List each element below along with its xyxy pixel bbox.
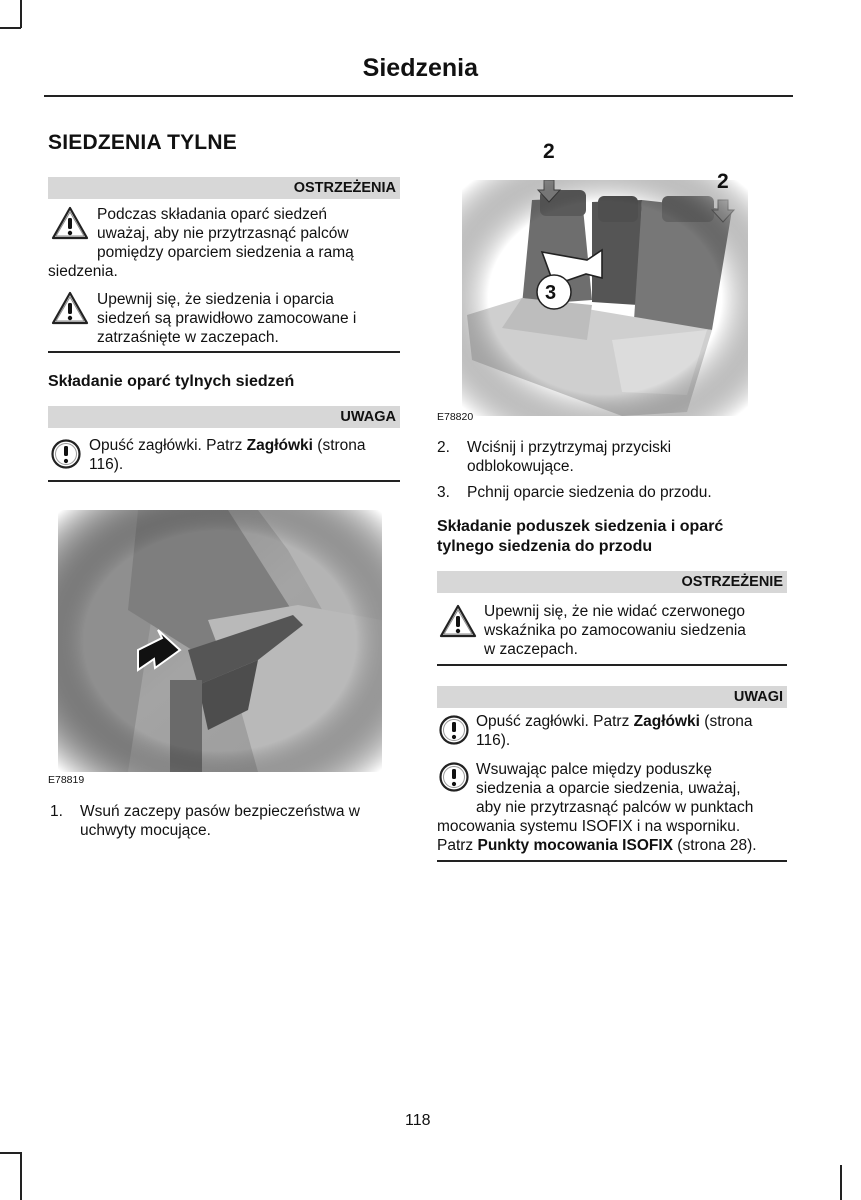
figure-caption: E78820 — [437, 411, 474, 423]
section-title: SIEDZENIA TYLNE — [48, 131, 237, 154]
title-divider — [44, 95, 793, 97]
callout-label: 3 — [545, 282, 557, 304]
note-line: siedzenia a oparcie siedzenia, uważaj, — [476, 780, 741, 797]
list-item: 2. Wciśnij i przytrzymaj przyciski odblokowujące. — [437, 439, 672, 475]
ref-link[interactable]: Punkty mocowania ISOFIX — [477, 837, 673, 854]
ref-link[interactable]: Zagłówki — [246, 437, 313, 454]
sub-heading: Składanie oparć tylnych siedzeń — [48, 373, 295, 390]
warning-triangle-icon — [438, 603, 478, 639]
divider — [437, 860, 787, 862]
note-line: Wsuwając palce między poduszkę — [476, 761, 713, 778]
note-line: 116). — [89, 456, 124, 473]
figure-caption: E78819 — [48, 774, 85, 786]
warnings-label: OSTRZEŻENIA — [48, 177, 400, 199]
warning-label: OSTRZEŻENIE — [437, 571, 787, 593]
caution-circle-icon — [438, 714, 470, 746]
crop-mark — [840, 1165, 842, 1200]
warning-line: siedzeń są prawidłowo zamocowane i — [97, 310, 357, 327]
crop-mark — [20, 0, 22, 28]
figure-rear-seat — [462, 180, 748, 416]
warning-line: siedzenia. — [48, 263, 118, 280]
caution-circle-icon — [50, 438, 82, 470]
note-line: Opuść zagłówki. Patrz Zagłówki (strona — [476, 713, 753, 730]
warning-line: Upewnij się, że nie widać czerwonego — [484, 603, 746, 620]
warning-line: Podczas składania oparć siedzeń — [97, 206, 328, 223]
sub-heading: tylnego siedzenia do przodu — [437, 538, 653, 555]
warning-triangle-icon — [50, 205, 90, 241]
note-line: mocowania systemu ISOFIX i na wsporniku. — [437, 818, 741, 835]
warning-line: uważaj, aby nie przytrzasnąć palców — [97, 225, 349, 242]
warning-line: pomiędzy oparciem siedzenia a ramą — [97, 244, 354, 261]
warning-line: zatrzaśnięte w zaczepach. — [97, 329, 279, 346]
sub-heading: Składanie poduszek siedzenia i oparć — [437, 518, 724, 535]
warning-line: wskaźnika po zamocowaniu siedzenia — [484, 622, 746, 639]
divider — [48, 351, 400, 353]
crop-mark — [0, 27, 21, 29]
note-label: UWAGA — [48, 406, 400, 428]
page-title: Siedzenia — [362, 54, 478, 82]
divider — [48, 480, 400, 482]
note-line: Patrz Punkty mocowania ISOFIX (strona 28). — [437, 837, 757, 854]
crop-mark — [20, 1152, 22, 1200]
ref-link[interactable]: Zagłówki — [633, 713, 700, 730]
notes-label: UWAGI — [437, 686, 787, 708]
page-number: 118 — [405, 1112, 431, 1129]
caution-circle-icon — [438, 761, 470, 793]
crop-mark — [0, 1152, 21, 1154]
callout-label: 2 — [717, 170, 729, 193]
note-line: aby nie przytrzasnąć palców w punktach — [476, 799, 754, 816]
list-item: 3. Pchnij oparcie siedzenia do przodu. — [437, 484, 712, 501]
divider — [437, 664, 787, 666]
warning-triangle-icon — [50, 290, 90, 326]
callout-label: 2 — [543, 140, 555, 163]
note-line: 116). — [476, 732, 511, 749]
warning-line: w zaczepach. — [484, 641, 578, 658]
figure-seatbelt-clip — [58, 510, 382, 772]
list-item: 1. Wsuń zaczepy pasów bezpieczeństwa w uchwyty mocujące. — [50, 803, 360, 839]
note-line: Opuść zagłówki. Patrz Zagłówki (strona — [89, 437, 366, 454]
warning-line: Upewnij się, że siedzenia i oparcia — [97, 291, 334, 308]
